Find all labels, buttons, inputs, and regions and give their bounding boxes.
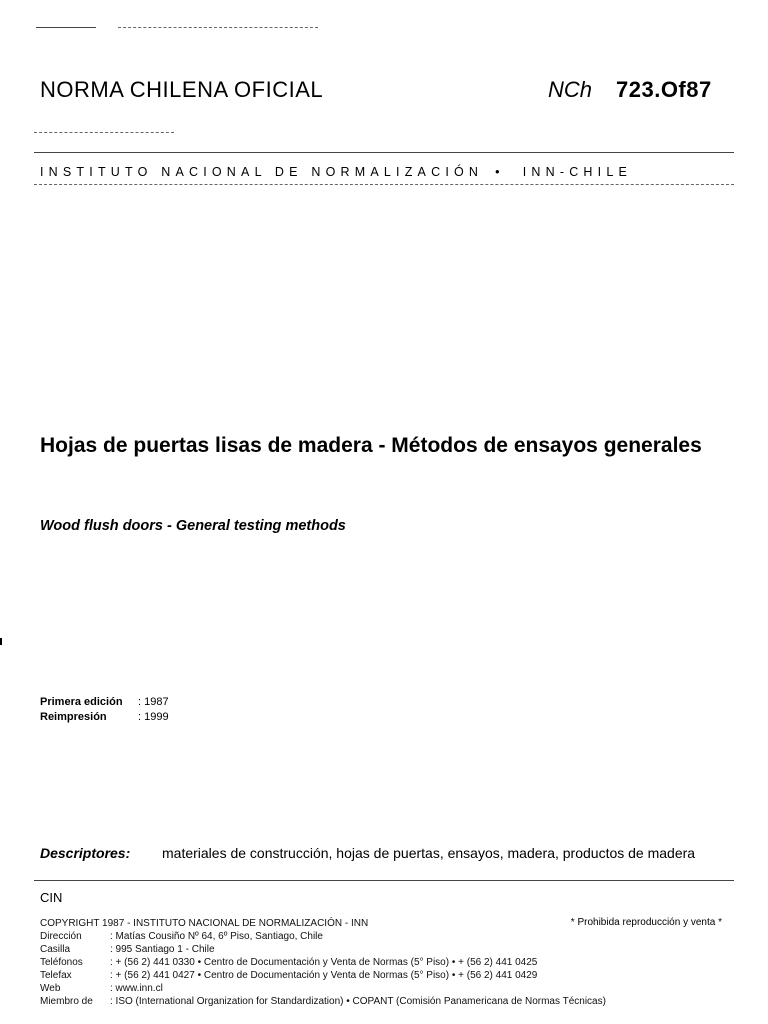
document-subtitle: Wood flush doors - General testing methods <box>40 518 346 534</box>
member-line <box>40 996 606 1007</box>
first-edition-label: Primera edición <box>40 696 123 708</box>
header-rule <box>34 152 734 153</box>
institute-line <box>40 165 632 179</box>
pobox-line <box>40 944 215 955</box>
descriptors-text: materiales de construcción, hojas de puertas, ensayos, madera, productos de madera <box>162 845 696 861</box>
fax-line <box>40 970 537 981</box>
address-label: Dirección <box>40 931 82 942</box>
reprint <box>40 711 169 723</box>
institute-underline <box>34 184 734 185</box>
descriptors-label: Descriptores: <box>40 845 131 861</box>
top-rule-left <box>36 27 96 28</box>
header-title: NORMA CHILENA OFICIAL <box>40 77 324 102</box>
reprint-label: Reimpresión <box>40 711 107 723</box>
address-line <box>40 931 323 942</box>
phone-label: Teléfonos <box>40 957 83 968</box>
phone-value: : + (56 2) 441 0330 • Centro de Documentación y Venta de Normas (5° Piso) • + (56 2) 441 0425 <box>110 957 538 968</box>
first-edition-value: : 1987 <box>138 696 169 708</box>
fax-value: : + (56 2) 441 0427 • Centro de Documentación y Venta de Normas (5° Piso) • + (56 2) 441 0429 <box>110 970 538 981</box>
member-label: Miembro de <box>40 996 93 1007</box>
header-rule-short <box>34 132 174 133</box>
member-value: : ISO (International Organization for Standardization) • COPANT (Comisión Panamericana de Normas Técnicas) <box>110 996 606 1007</box>
margin-mark <box>0 638 2 645</box>
standard-code-prefix: NCh <box>548 77 593 102</box>
web-value[interactable]: : www.inn.cl <box>110 983 163 994</box>
phone-line <box>40 957 537 968</box>
copyright-line: COPYRIGHT 1987 - INSTITUTO NACIONAL DE NORMALIZACIÓN - INN <box>40 918 369 929</box>
institute-name: INSTITUTO NACIONAL DE NORMALIZACIÓN <box>40 165 484 179</box>
institute-short: INN-CHILE <box>522 165 633 179</box>
pobox-value: : 995 Santiago 1 - Chile <box>110 944 215 955</box>
pobox-label: Casilla <box>40 944 71 955</box>
web-line <box>40 983 163 994</box>
first-edition <box>40 696 169 708</box>
fax-label: Telefax <box>40 970 72 981</box>
cin-code: CIN <box>40 890 63 905</box>
reproduction-notice: * Prohibida reproducción y venta * <box>570 917 722 928</box>
reprint-value: : 1999 <box>138 711 169 723</box>
standard-code-number: 723.Of87 <box>616 77 712 102</box>
institute-separator: • <box>495 165 505 179</box>
address-value: : Matías Cousiño Nº 64, 6º Piso, Santiago, Chile <box>110 931 323 942</box>
web-label: Web <box>40 983 61 994</box>
document-title: Hojas de puertas lisas de madera - Métodos de ensayos generales <box>40 434 702 457</box>
top-rule-mid <box>118 27 318 28</box>
descriptors-rule <box>34 880 734 881</box>
